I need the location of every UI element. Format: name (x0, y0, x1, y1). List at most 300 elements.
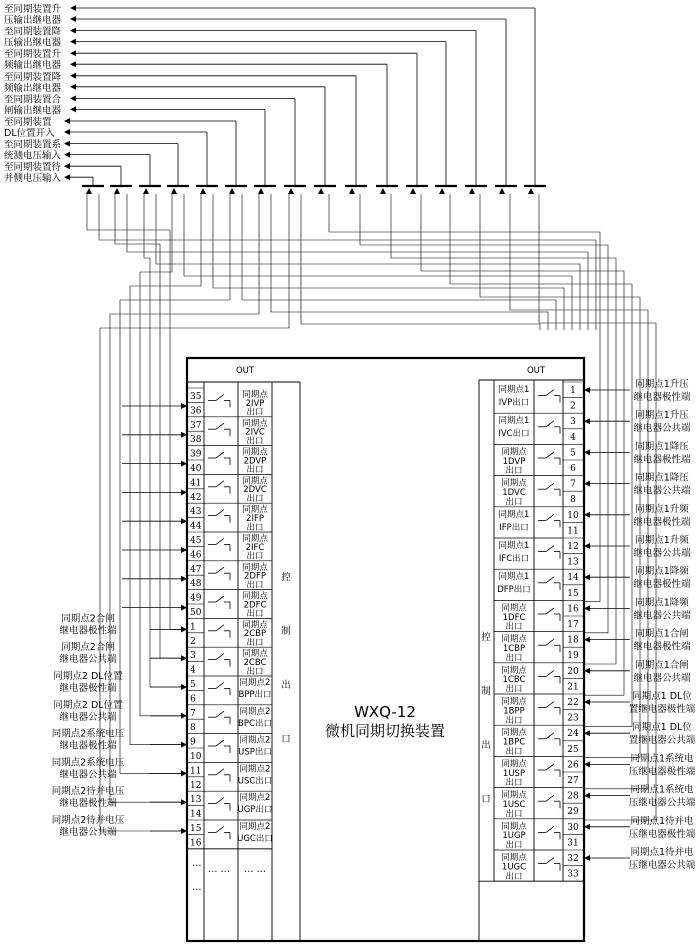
left-terminal-number: 2 (190, 636, 196, 647)
right-relay-contact (538, 764, 560, 777)
right-output-label: 1USC (502, 800, 526, 810)
left-output-label: 出口 (246, 580, 264, 591)
left-terminal-label: 继电器极性端 (59, 740, 117, 752)
left-relay-contact (208, 740, 230, 753)
right-terminal-number: 29 (567, 807, 579, 818)
right-control-char: 制 (481, 686, 491, 697)
top-output-label: 频输出继电器 (4, 82, 62, 94)
left-output-label: 同期点 (242, 505, 268, 516)
right-output-label: 同期点 (501, 697, 527, 707)
left-terminal-number: 46 (190, 550, 202, 561)
right-terminal-number: 20 (567, 666, 579, 677)
left-terminal-number: 50 (190, 608, 202, 618)
left-out-label: OUT (235, 366, 255, 376)
left-control-char: 出 (281, 680, 291, 691)
bus-terminal-arrow (410, 188, 416, 194)
right-terminal-number: 21 (567, 682, 579, 693)
right-relay-contact (538, 452, 560, 465)
right-terminal-label: 压继电器极性端 (628, 766, 696, 778)
left-output-label: 出口 (246, 436, 264, 447)
contact-blade (546, 608, 554, 614)
left-terminal-number: 45 (190, 536, 202, 546)
left-relay-contact (208, 596, 230, 609)
top-output-arrow (70, 16, 76, 22)
right-output-label: 出口 (505, 809, 523, 820)
right-output-label: 同期点 (501, 478, 527, 489)
right-terminal-label: 同期点1系统电 (630, 753, 694, 765)
left-terminal-label: 同期点2 DL位置 (53, 671, 123, 682)
right-terminal-label: 继电器极性端 (633, 516, 691, 528)
right-relay-contact (538, 483, 560, 496)
right-terminal-label: 压继电器公共端 (628, 797, 696, 809)
contact-blade (546, 764, 554, 770)
left-terminal-number: 1 (190, 622, 196, 633)
contact-blade (546, 858, 554, 864)
top-output-arrow (64, 129, 70, 135)
right-terminal-label: 同期点1待并电 (630, 815, 694, 827)
left-terminal-number: 44 (190, 521, 202, 532)
right-terminal-label: 同期点1升压 (635, 410, 689, 422)
top-output-arrow (70, 5, 76, 11)
right-terminal-number: 13 (567, 557, 579, 568)
left-terminal-label: 同期点2待并电压 (51, 815, 125, 826)
left-relay-contact (208, 625, 230, 638)
left-terminal-number: 6 (190, 694, 196, 705)
left-output-label: 2IFC (245, 542, 265, 553)
top-output-label: 至同期装置系 (4, 139, 62, 151)
right-terminal-number: 3 (570, 417, 576, 428)
left-output-label: 2DVP (243, 456, 267, 467)
contact-blade (546, 577, 554, 583)
left-output-label: 2IVC (245, 427, 265, 438)
right-terminal-label: 继电器公共端 (633, 423, 691, 435)
left-terminal-number: 9 (190, 737, 196, 748)
left-terminal-number: 39 (190, 449, 202, 460)
right-out-label: OUT (526, 366, 546, 376)
right-terminal-label: 置继电器公共端 (628, 735, 696, 747)
left-terminal-label: 继电器极性端 (59, 625, 117, 637)
right-terminal-label: 同期点1合闸 (635, 659, 689, 671)
contact-blade (546, 514, 554, 520)
left-terminal-number: 5 (190, 680, 196, 690)
left-output-label: 同期点 (242, 649, 268, 660)
bus-terminal-arrow (288, 188, 294, 194)
right-control-char: 出 (481, 740, 491, 751)
right-terminal-label: 压继电器公共端 (628, 860, 696, 871)
right-output-label: 出口 (505, 466, 523, 477)
right-relay-contact (538, 514, 560, 527)
top-output-label: 至同期装置 (4, 117, 52, 128)
right-terminal-number: 25 (567, 744, 579, 755)
right-output-label: 1DFC (502, 612, 526, 623)
bus-terminal-arrow (171, 188, 177, 194)
right-relay-contact (538, 577, 560, 590)
right-terminal-number: 30 (567, 822, 579, 833)
left-terminal-number: 13 (190, 795, 202, 806)
right-output-label: 同期点 (501, 821, 527, 832)
left-output-label: USC出口 (237, 776, 273, 787)
routed-wire-bundle (127, 194, 588, 330)
left-terminal-number: 49 (190, 593, 202, 604)
left-terminal-number: 15 (190, 824, 202, 834)
left-terminal-label: 同期点2 DL位置 (53, 699, 123, 711)
left-terminal-number: 8 (190, 723, 196, 734)
top-output-label: 至同期装置降 (4, 71, 62, 83)
left-relay-contact (208, 711, 230, 724)
right-output-label: 1UGC (501, 862, 527, 873)
left-terminal-label: 继电器公共端 (59, 827, 117, 838)
left-relay-contact (208, 826, 230, 839)
routed-wire-bundle (156, 194, 580, 330)
device-model: WXQ-12 (354, 703, 416, 721)
routed-wire-left (140, 194, 187, 716)
right-terminal-number: 24 (567, 729, 579, 740)
right-relay-contact (538, 858, 560, 871)
top-output-label: 压输出继电器 (4, 37, 62, 49)
left-terminal-number: 48 (190, 579, 202, 590)
right-terminal-number: 22 (567, 698, 579, 708)
left-terminal-label: 同期点2系统电压 (51, 728, 125, 740)
left-output-label: 2DVC (243, 485, 267, 496)
left-terminal-number: 14 (190, 809, 202, 820)
left-output-label: 同期点2 (239, 793, 271, 804)
routed-wire-left (115, 194, 187, 658)
right-output-label: 同期点1 (498, 541, 530, 551)
right-terminal-number: 14 (567, 573, 579, 584)
left-output-label: 2CBC (243, 658, 267, 668)
left-output-label: 2DFP (244, 571, 266, 582)
right-terminal-label: 继电器极性端 (633, 579, 691, 591)
right-terminal-number: 16 (567, 604, 579, 615)
left-terminal-number: 43 (190, 507, 202, 518)
right-output-label: 出口 (505, 497, 523, 508)
right-terminal-number: 27 (567, 776, 579, 786)
right-terminal-block (479, 378, 696, 941)
right-terminal-label: 继电器公共端 (633, 610, 691, 622)
right-relay-contact (538, 421, 560, 434)
right-terminal-number: 2 (570, 401, 576, 412)
right-output-label: IFC出口 (498, 554, 530, 564)
left-terminal-label: 继电器极性端 (59, 683, 117, 694)
left-output-label: 出口 (246, 407, 264, 418)
bus-terminal-arrow (114, 188, 120, 194)
right-terminal-number: 17 (567, 620, 579, 630)
top-output-arrow (70, 95, 76, 101)
left-output-label: 同期点 (242, 620, 268, 631)
right-terminal-label: 同期点1待并电 (630, 847, 694, 858)
contact-blade (546, 670, 554, 676)
left-terminal-label: 继电器公共端 (59, 654, 117, 666)
right-terminal-label: 同期点1 DL位 (632, 722, 692, 734)
routed-wire-left (144, 194, 187, 687)
contact-blade (546, 795, 554, 801)
right-output-label: 同期点 (501, 603, 527, 614)
left-ellipsis: … (192, 882, 202, 893)
right-output-label: 同期点 (501, 447, 527, 458)
contact-blade (546, 733, 554, 739)
left-terminal-number: 38 (190, 435, 202, 446)
left-output-label: 2IVP (245, 398, 265, 409)
left-relay-contact (208, 452, 230, 465)
right-terminal-label: 同期点1降压 (635, 472, 689, 484)
left-output-label: 同期点2 (239, 678, 271, 688)
right-terminal-label: 同期点1升压 (635, 379, 689, 390)
bus-terminal-arrow (318, 188, 324, 194)
contact-blade (546, 483, 554, 489)
left-relay-contact (208, 567, 230, 580)
left-terminal-label: 同期点2系统电压 (51, 757, 125, 769)
left-relay-contact (208, 798, 230, 811)
left-relay-contact (208, 481, 230, 494)
left-terminal-number: 37 (190, 420, 202, 431)
top-output-label: 至同期装置升 (4, 49, 62, 61)
right-terminal-number: 7 (570, 479, 576, 490)
right-terminal-number: 6 (570, 464, 576, 474)
left-terminal-number: 35 (190, 392, 202, 402)
routed-wire-bundle (271, 194, 548, 330)
right-output-label: 同期点 (501, 665, 527, 676)
bus-terminal-arrow (439, 188, 445, 194)
contact-blade (546, 421, 554, 427)
left-output-label: 出口 (246, 465, 264, 476)
bus-terminal-arrow (380, 188, 386, 194)
right-output-label: 同期点1 (498, 572, 530, 583)
contact-blade (546, 702, 554, 708)
right-control-char: 控 (481, 632, 491, 643)
left-terminal-label: 继电器公共端 (59, 711, 117, 723)
left-output-label: 同期点 (242, 390, 268, 400)
right-terminal-label: 继电器公共端 (633, 485, 691, 497)
contact-blade (546, 390, 554, 396)
top-output-arrow (64, 118, 70, 124)
left-terminal-number: 42 (190, 492, 202, 503)
right-relay-contact (538, 733, 560, 746)
top-output-arrow (70, 61, 76, 67)
left-output-label: UGP出口 (237, 805, 273, 816)
left-relay-contact (208, 654, 230, 667)
right-terminal-number: 19 (567, 651, 579, 662)
contact-blade (216, 625, 224, 631)
left-terminal-label: 同期点2合闸 (61, 642, 115, 654)
left-output-label: 出口 (246, 666, 264, 677)
top-output-arrow (70, 28, 76, 34)
right-terminal-label: 同期点1降频 (635, 597, 689, 609)
left-output-label: 2IFP (246, 514, 264, 524)
top-output-arrow (70, 50, 76, 56)
left-terminal-number: 16 (190, 838, 202, 849)
right-output-label: IVP出口 (498, 398, 530, 408)
right-output-label: 出口 (505, 653, 523, 664)
right-terminal-number: 23 (567, 713, 579, 724)
contact-blade (216, 740, 224, 746)
top-output-arrow (64, 152, 70, 158)
right-output-label: 1UGP (502, 831, 526, 842)
right-output-label: 1BPP (503, 706, 525, 717)
right-output-label: 1USP (502, 768, 526, 779)
routed-wire-left (110, 194, 259, 802)
top-output-label: 至同期装置降 (4, 26, 62, 38)
left-terminal-number: 3 (190, 651, 196, 662)
right-terminal-number: 11 (567, 526, 579, 537)
top-output-label: 至同期装置待 (4, 162, 62, 174)
routed-wire-right (450, 194, 632, 726)
right-terminal-label: 继电器极性端 (633, 392, 691, 403)
contact-blade (546, 639, 554, 645)
routed-wire-bundle (301, 194, 540, 330)
left-output-label: 2CBP (243, 629, 267, 640)
contact-blade (546, 826, 554, 832)
left-output-label: 出口 (246, 638, 264, 648)
left-output-label: BPC出口 (238, 718, 272, 729)
right-terminal-number: 4 (570, 432, 576, 443)
right-terminal-label: 同期点1 DL位 (632, 691, 692, 702)
contact-blade (216, 452, 224, 458)
right-terminal-label: 同期点1降压 (635, 441, 689, 453)
top-output-label: 统测电压输入 (4, 150, 62, 162)
top-output-label: 至同期装置合 (4, 94, 62, 106)
right-output-label: IVC出口 (498, 429, 530, 440)
right-terminal-label: 同期点1升频 (635, 503, 689, 515)
contact-blade (216, 538, 224, 544)
left-terminal-number: 10 (190, 752, 202, 762)
right-output-label: 出口 (505, 684, 523, 695)
left-output-label: 同期点2 (239, 822, 271, 832)
right-terminal-number: 8 (570, 495, 576, 506)
contact-blade (216, 682, 224, 688)
bus-terminal-arrow (200, 188, 206, 194)
left-output-label: 同期点 (242, 591, 268, 602)
contact-blade (216, 510, 224, 516)
left-control-char: 口 (281, 734, 291, 745)
left-terminal-number: 7 (190, 708, 196, 719)
left-output-label: 同期点 (242, 534, 268, 544)
right-output-label: 出口 (505, 871, 523, 882)
right-output-label: 同期点1 (498, 509, 530, 520)
bus-terminal-arrow (86, 188, 92, 194)
left-output-label: 同期点2 (239, 764, 271, 775)
right-output-label: 1CBC (502, 675, 526, 686)
right-terminal-number: 31 (567, 838, 579, 849)
right-output-label: 同期点1 (498, 416, 530, 427)
right-output-label: 出口 (505, 840, 523, 851)
right-relay-contact (538, 795, 560, 808)
right-output-label: 出口 (505, 715, 523, 726)
left-relay-contact (208, 510, 230, 523)
contact-blade (216, 798, 224, 804)
right-terminal-number: 10 (567, 510, 579, 521)
right-relay-contact (538, 702, 560, 715)
right-terminal-label: 同期点1合闸 (635, 628, 689, 640)
top-output-label: 至同期装置升 (4, 4, 62, 15)
top-output-arrow (70, 106, 76, 112)
left-output-label: 2DFC (243, 600, 267, 611)
top-output-arrow (64, 174, 70, 180)
contact-blade (216, 654, 224, 660)
bus-terminal-arrow (469, 188, 475, 194)
right-terminal-number: 26 (567, 760, 579, 771)
right-terminal-number: 18 (567, 635, 579, 646)
right-output-label: 出口 (505, 747, 523, 757)
bus-terminal-arrow (499, 188, 505, 194)
right-output-label: 出口 (505, 778, 523, 789)
contact-blade (216, 394, 224, 400)
right-terminal-number: 12 (567, 542, 579, 552)
left-terminal-block (52, 382, 300, 941)
left-output-label: 出口 (246, 522, 264, 533)
left-output-label: USP出口 (238, 747, 272, 758)
left-relay-contact (208, 538, 230, 551)
bus-terminal-row (82, 186, 546, 194)
right-terminal-label: 置继电器极性端 (628, 704, 696, 715)
contact-blade (216, 769, 224, 775)
right-output-label: DFP出口 (497, 585, 531, 596)
left-terminal-number: 41 (190, 478, 202, 489)
contact-blade (546, 452, 554, 458)
left-output-label: 出口 (246, 609, 264, 620)
right-output-label: 同期点 (501, 759, 527, 770)
right-terminal-label: 同期点1升频 (635, 535, 689, 546)
left-ellipsis: … (192, 858, 202, 869)
left-terminal-label: 继电器极性端 (59, 798, 117, 810)
left-terminal-number: 11 (190, 766, 202, 777)
right-relay-contact (538, 608, 560, 621)
left-terminal-number: 4 (190, 665, 196, 676)
right-terminal-number: 32 (567, 854, 579, 864)
routed-wire-right (329, 194, 600, 602)
top-output-arrow (70, 73, 76, 79)
right-output-label: 同期点 (501, 853, 527, 863)
top-output-label: 闸输出继电器 (4, 105, 62, 117)
left-output-label: UGC出口 (237, 834, 273, 844)
right-relay-contact (538, 670, 560, 683)
right-output-label: 同期点 (501, 728, 527, 739)
left-relay-contact (208, 769, 230, 782)
contact-blade (216, 423, 224, 429)
top-output-label: 并侧电压输入 (4, 173, 62, 185)
right-control-char: 口 (481, 794, 491, 805)
bus-terminal-arrow (258, 188, 264, 194)
right-output-label: 1CBP (502, 644, 526, 654)
contact-blade (546, 546, 554, 552)
device-name: 微机同期切换装置 (324, 722, 446, 740)
routed-wire-left (120, 194, 230, 773)
right-terminal-number: 5 (570, 448, 576, 459)
right-terminal-label: 继电器公共端 (633, 672, 691, 684)
left-terminal-label: 同期点2合闸 (61, 613, 115, 625)
left-relay-contact (208, 394, 230, 407)
right-terminal-label: 压继电器极性端 (628, 828, 696, 840)
bus-terminal-arrow (349, 188, 355, 194)
bus-terminal-arrow (143, 188, 149, 194)
left-terminal-label: 同期点2待并电压 (51, 786, 125, 798)
left-terminal-number: 47 (190, 564, 202, 575)
left-ellipsis: … … (244, 864, 267, 875)
bus-terminal-arrow (229, 188, 235, 194)
left-relay-contact (208, 423, 230, 436)
top-output-labels (4, 3, 535, 186)
routed-wire-bundle (99, 194, 596, 330)
right-output-label: 1DVC (502, 488, 526, 498)
contact-blade (216, 481, 224, 487)
right-terminal-number: 33 (567, 869, 579, 880)
left-relay-contact (208, 682, 230, 695)
left-ellipsis: … … (208, 864, 231, 875)
right-output-label: 同期点 (501, 634, 527, 645)
right-terminal-label: 继电器公共端 (633, 548, 691, 559)
left-output-label: 同期点2 (239, 706, 271, 717)
top-output-arrow (64, 163, 70, 169)
top-output-arrow (70, 84, 76, 90)
